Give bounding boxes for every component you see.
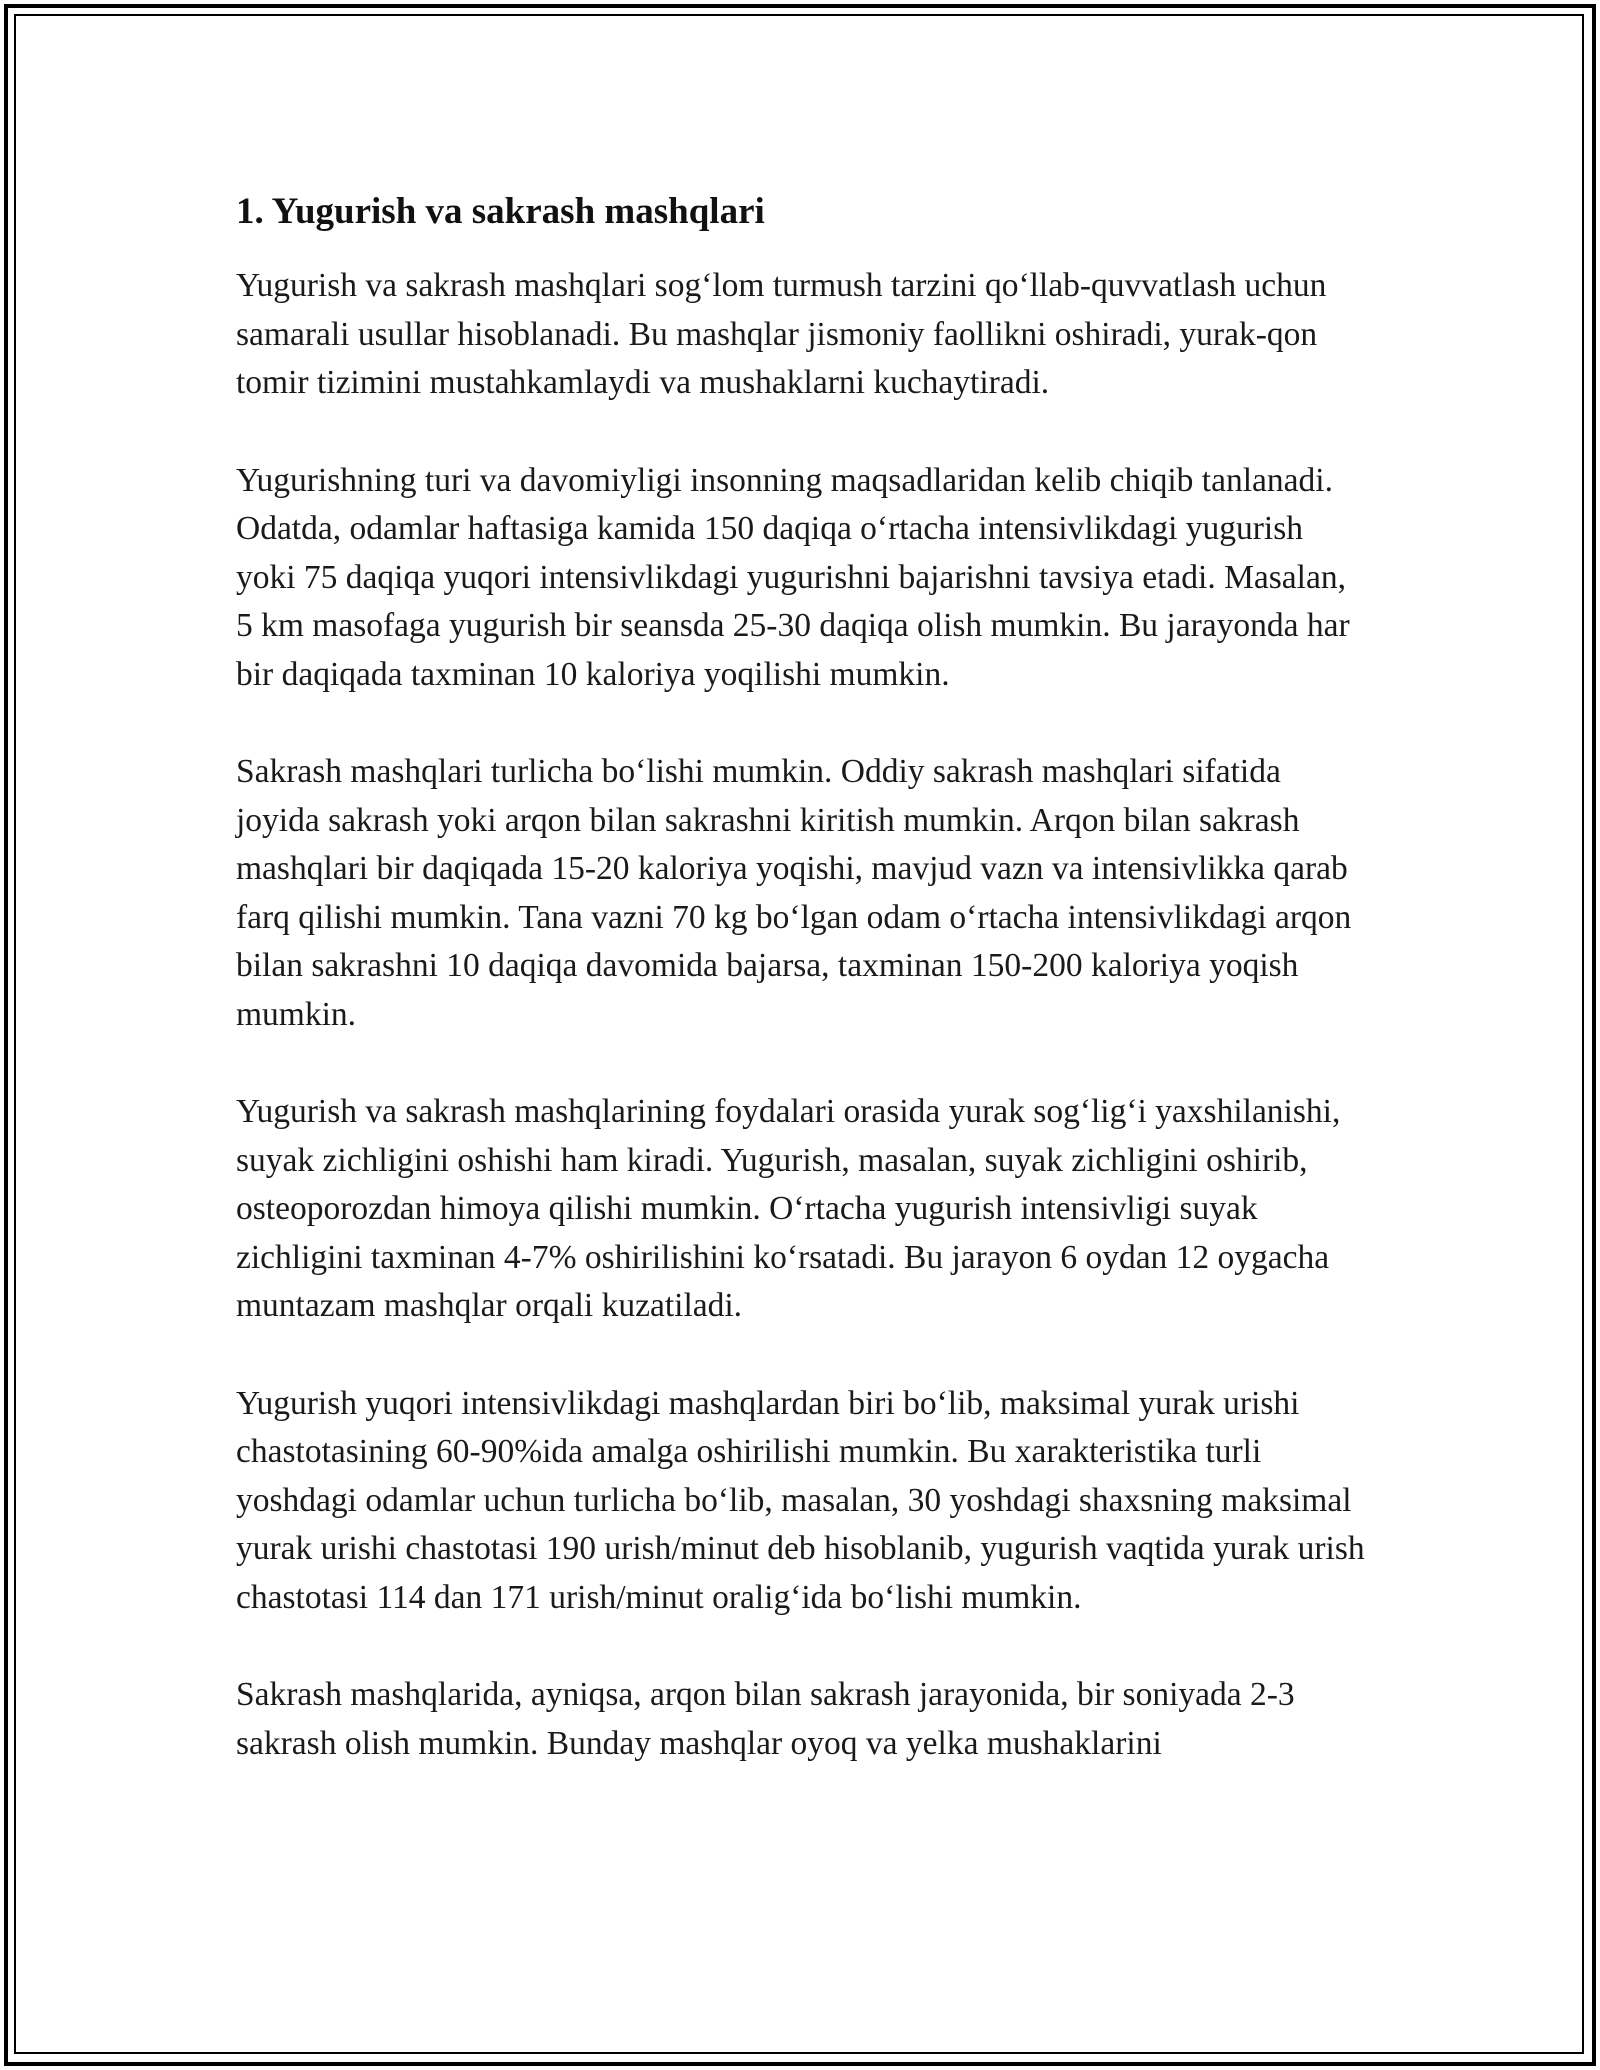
document-body [236, 186, 1366, 1817]
paragraph-running-duration: Yugurishning turi va davomiyligi insonning maqsadlaridan kelib chiqib tanlanadi. Odatda, odamlar haftasiga kamida 150 daqiqa o‘rtacha intensivlikdagi yugurish yoki 75 daqiqa yuqori intensivlikdagi yugurishni bajarishni tavsiya etadi. Masalan, 5 km masofaga yugurish bir seansda 25-30 daqiqa olish mumkin. Bu jarayonda har bir daqiqada taxminan 10 kaloriya yoqilishi mumkin. [236, 461, 1350, 693]
paragraph-heart-rate: Yugurish yuqori intensivlikdagi mashqlardan biri bo‘lib, maksimal yurak urishi chastotasining 60-90%ida amalga oshirilishi mumkin. Bu xarakteristika turli yoshdagi odamlar uchun turlicha bo‘lib, masalan, 30 yoshdagi shaxsning maksimal yurak urishi chastotasi 190 urish/minut deb hisoblanib, yugurish vaqtida yurak urish chastotasi 114 dan 171 urish/minut oralig‘ida bo‘lishi mumkin. [236, 1384, 1365, 1616]
paragraph-intro: Yugurish va sakrash mashqlari sog‘lom turmush tarzini qo‘llab-quvvatlash uchun samarali usullar hisoblanadi. Bu mashqlar jismoniy faollikni oshiradi, yurak-qon tomir tizimini mustahkamlaydi va mushaklarni kuchaytiradi. [236, 267, 1327, 401]
section-heading: 1. Yugurish va sakrash mashqlari [236, 191, 765, 232]
paragraph-jump-rate: Sakrash mashqlarida, ayniqsa, arqon bilan sakrash jarayonida, bir soniyada 2-3 sakrash olish mumkin. Bunday mashqlar oyoq va yelka mushaklarini [236, 1676, 1295, 1762]
paragraph-benefits: Yugurish va sakrash mashqlarining foydalari orasida yurak sog‘lig‘i yaxshilanishi, suyak zichligini oshishi ham kiradi. Yugurish, masalan, suyak zichligini oshirib, osteoporozdan himoya qilishi mumkin. O‘rtacha yugurish intensivligi suyak zichligini taxminan 4-7% oshirilishini ko‘rsatadi. Bu jarayon 6 oydan 12 oygacha muntazam mashqlar orqali kuzatiladi. [236, 1093, 1341, 1324]
paragraph-jumping-types: Sakrash mashqlari turlicha bo‘lishi mumkin. Oddiy sakrash mashqlari sifatida joyida sakrash yoki arqon bilan sakrashni kiritish mumkin. Arqon bilan sakrash mashqlari bir daqiqada 15-20 kaloriya yoqishi, mavjud vazn va intensivlikka qarab farq qilishi mumkin. Tana vazni 70 kg bo‘lgan odam o‘rtacha intensivlikdagi arqon bilan sakrashni 10 daqiqa davomida bajarsa, taxminan 150-200 kaloriya yoqish mumkin. [236, 753, 1352, 1033]
